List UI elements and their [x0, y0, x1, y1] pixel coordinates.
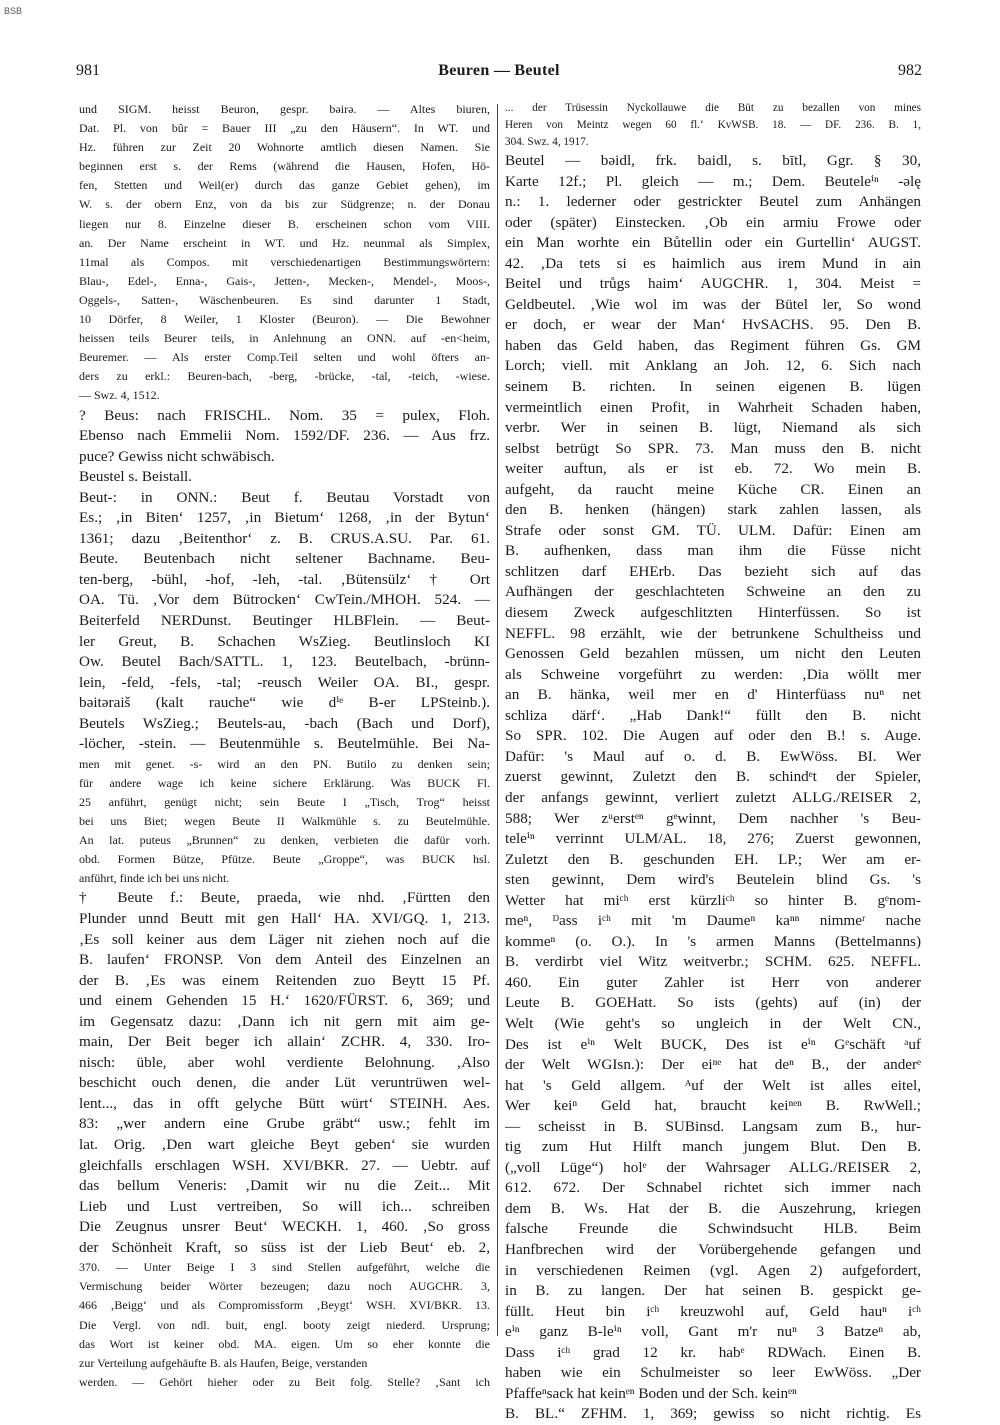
- text-line: aufgeht, da raucht meine Küche CR. Einen an: [505, 480, 921, 498]
- text-line: † Beute f.: Beute, praeda, wie nhd. ‚Fürtten den: [79, 889, 490, 907]
- text-line: meⁿ, ᴰass iᶜʰ mit 'm Daumeⁿ kaⁿⁿ nimmeʳ nache: [505, 912, 921, 930]
- text-line: Blau-, Edel-, Enna-, Gais-, Jetten-, Mecken-, Mendel-, Moos-,: [79, 273, 490, 288]
- text-line: Plunder unnd Beutt mit gen Hall‘ HA. XVI/GQ. 1, 213.: [79, 910, 490, 927]
- text-line: Karte 12f.; Pl. gleich — m.; Dem. Beuteleⁱⁿ -əlę: [505, 172, 921, 190]
- text-line: falsche Freunde die Schwindsucht HLB. Beim: [505, 1220, 921, 1238]
- text-line: 304. Swz. 4, 1917.: [505, 136, 589, 148]
- text-line: Ow. Beutel Bach/SATTL. 1, 123. Beutelbach, -brünn-: [79, 653, 490, 671]
- text-line: 11mal als Compos. mit verschiedenartigen Bestimmungswörtern:: [79, 254, 490, 269]
- text-line: liegen nur 8. Einzelne dieser B. erscheinen schon vom VIII.: [79, 216, 490, 231]
- text-line: Hz. führen zur Zeit 20 Wohnorte amtlich diesen Namen. Sie: [79, 140, 490, 155]
- text-line: obd. Formen Bütze, Pfütze. Beute „Groppe“, was BUCK hsl.: [79, 852, 490, 867]
- text-line: an B. hänka, weil mer en d' Hinterfüass nuⁿ net: [505, 686, 921, 704]
- text-line: 10 Dörfer, 8 Weiler, 1 Kloster (Beuron). — Die Bewohner: [79, 312, 490, 327]
- text-line: oder (später) Einstecken. ‚Ob ein armiu Frowe oder: [505, 213, 921, 231]
- text-line: 588; Wer zᵘerstᵉⁿ gᵉwinnt, Dem nachher 's Beu-: [505, 809, 921, 827]
- text-line: Welt (Wie geht's so ungleich in der Welt CN.,: [505, 1014, 921, 1032]
- text-line: Des ist eⁱⁿ Welt BUCK, Des ist eⁱⁿ Gᵉschäft ᵃuf: [505, 1035, 921, 1053]
- text-line: in verschiedenen Reimen (vgl. Agen 2) aufgefordert,: [505, 1261, 921, 1279]
- text-line: men mit genet. -s- wird an den PN. Butilo zu denken sein;: [79, 756, 490, 771]
- text-line: Genossen Geld bezahlen müssen, um nicht den Leuten: [505, 645, 921, 663]
- text-line: vermeintlich einen Profit, in Wahrheit Schaden haben,: [505, 398, 921, 416]
- page-number-left: 981: [76, 62, 100, 79]
- text-line: An lat. puteus „Brunnen“ zu denken, verbieten die dafür vorh.: [79, 833, 490, 848]
- text-line: 42. ‚Da tets si es haimlich aus irem Mund in ain: [505, 254, 921, 272]
- text-line: 460. Ein guter Zahler ist Herr von anderer: [505, 973, 921, 991]
- text-line: bei uns Biet; wegen Beute II Walkmühle s. zu Beutelmühle.: [79, 814, 490, 829]
- text-line: Beute. Beutenbach nicht seltener Bachname. Beu-: [79, 550, 490, 568]
- text-line: W. s. der obern Enz, von da bis zur Südgrenze; n. der Donau: [79, 197, 490, 212]
- left-column: [79, 100, 490, 1392]
- text-line: OA. Tü. ‚Vor dem Bütrocken‘ CwTein./MHOH. 524. —: [79, 591, 490, 609]
- text-line: sten gewinnt, Dem wird's Beutelein blind Gs. 's: [505, 871, 921, 889]
- text-line: Aufhängen der geschlachteten Schweine an den zu: [505, 583, 921, 601]
- text-line: B. laufen‘ FRONSP. Von dem Anteil des Einzelnen an: [79, 951, 490, 969]
- text-line: n.: 1. lederner oder gestrickter Beutel zum Anhängen: [505, 193, 921, 211]
- text-line: ein Man worhte ein Bůtellin oder ein Gurtellin‘ AUGST.: [505, 234, 921, 252]
- text-line: verbr. Wer in seinen B. lügt, Niemand als sich: [505, 419, 921, 437]
- text-line: schlitzen darf EHErb. Das bezieht sich auf das: [505, 562, 921, 580]
- text-line: Lieb und Lust vertreiben, So will ich... schreiben: [79, 1197, 490, 1215]
- text-line: ? Beus: nach FRISCHL. Nom. 35 = pulex, Floh.: [79, 406, 490, 424]
- text-line: den B. henken (hängen) stark zahlen lassen, als: [505, 501, 921, 519]
- text-line: eⁱⁿ ganz B-leⁱⁿ voll, Gant m'r nuⁿ 3 Batzeⁿ ab,: [505, 1323, 921, 1341]
- text-line: 83: „wer andern eine Grube gräbt“ usw.; fehlt im: [79, 1115, 490, 1133]
- text-line: Beitel und trůgs haim‘ AUGCHR. 1, 304. Meist =: [505, 275, 921, 293]
- text-line: Geldbeutel. ‚Wie wol im was der Bütel ler, So wond: [505, 295, 921, 313]
- text-line: ders zu erkl.: Beuren-bach, -berg, -brücke, -tal, -teich, -wiese.: [79, 369, 490, 384]
- text-line: Die Zeugnus unsrer Beut‘ WECKH. 1, 460. ‚So gross: [79, 1218, 490, 1236]
- text-line: — Swz. 4, 1512.: [79, 388, 160, 403]
- text-line: Beuremer. — Als erster Comp.Teil selten und wohl öfters an-: [79, 350, 490, 365]
- text-line: Lorch; viell. mit Anklang an Joh. 12, 6. Sich nach: [505, 357, 921, 375]
- text-line: ler Greut, B. Schachen WsZieg. Beutlinsloch KI: [79, 632, 490, 650]
- text-line: und SIGM. heisst Beuron, gespr. bəirə. — Altes biuren,: [79, 102, 490, 116]
- text-line: lent..., das in offt gelyche Bütt würt‘ STEINH. Aes.: [79, 1094, 490, 1112]
- text-line: Beutels WsZieg.; Beutels-au, -bach (Bach und Dorf),: [79, 714, 490, 732]
- text-line: gleichfalls erschlagen WSH. XVI/BKR. 27. — Uebtr. auf: [79, 1156, 490, 1174]
- text-line: das bellum Veneris: ‚Damit wir nu die Zeit... Mit: [79, 1177, 490, 1195]
- text-line: B. aufhenken, dass man ihm die Füsse nicht: [505, 542, 921, 560]
- text-line: Beutel — bəidl, frk. baidl, s. bītl, Ggr. § 30,: [505, 152, 921, 169]
- text-line: Dafür: 's Maul auf o. d. B. EwWöss. BI. Wer: [505, 747, 921, 765]
- text-line: B. BL.“ ZFHM. 1, 369; gewiss so nicht richtig. Es: [505, 1405, 921, 1423]
- text-line: fen, Stetten und Weil(er) durch das ganze Gebiet gehen), im: [79, 178, 490, 193]
- text-line: im Gegensatz dazu: ‚Dann ich nit gern mit aim ge-: [79, 1012, 490, 1030]
- text-line: füllt. Heut bin iᶜʰ kreuzwohl auf, Geld hauⁿ iᶜʰ: [505, 1302, 921, 1320]
- text-line: Hanfbrechen wird der Vorübergehende gefangen und: [505, 1240, 921, 1258]
- text-line: teleⁱⁿ verrinnt ULM/AL. 18, 276; Zuerst gewonnen,: [505, 830, 921, 848]
- text-line: Dass iᶜʰ grad 12 kr. habᵉ RDWach. Einen B.: [505, 1343, 921, 1361]
- text-line: Pfaffeⁿsack hat keinᵉⁿ Boden und der Sch. keinᵉⁿ: [505, 1384, 797, 1402]
- text-line: Oggels-, Satten-, Wäschenbeuren. Es sind darunter 1 Stadt,: [79, 292, 490, 307]
- text-line: Wer keiⁿ Geld hat, braucht keiⁿᵉⁿ B. RwWell.;: [505, 1097, 921, 1115]
- running-header: [76, 62, 922, 84]
- text-line: Die Vergl. von ndl. buit, engl. booty zeigt niederd. Ursprung;: [79, 1317, 490, 1332]
- text-line: zuerst gewinnt, Zuletzt den B. schindᵉt der Spieler,: [505, 768, 921, 786]
- text-line: der B. ‚Es was einem Reitenden zuo Beytt 15 Pf.: [79, 971, 490, 989]
- text-line: Leute B. GOEHatt. So ists (gehts) auf (in) der: [505, 994, 921, 1012]
- text-line: — scheisst in B. SUBinsd. Langsam zum B., hur-: [505, 1117, 921, 1135]
- text-line: der Welt WGIsn.): Der eiⁿᵉ hat deⁿ B., der anderᵉ: [505, 1056, 921, 1074]
- page-title: Beuren — Beutel: [438, 62, 560, 79]
- text-line: als Schweine vorgeführt zu werden: ‚Dia wöllt mer: [505, 665, 921, 683]
- text-line: Es.; ‚in Biten‘ 1257, ‚in Bietum‘ 1268, ‚in der Bytun‘: [79, 509, 490, 527]
- text-line: beschicht ouch denen, die ander Lüt veruntrüwen wel-: [79, 1074, 490, 1092]
- text-line: er doch, er wear der Man‘ HvSACHS. 95. Den B.: [505, 316, 921, 334]
- text-line: Strafe oder sonst GM. TÜ. ULM. Dafür: Einen am: [505, 521, 921, 539]
- page-number-right: 982: [898, 62, 922, 79]
- column-divider: [497, 104, 498, 1336]
- text-line: 612. 672. Der Schnabel richtet sich immer nach: [505, 1179, 921, 1197]
- text-line: haben das Geld haben, das Regiment führen Gs. GM: [505, 336, 921, 354]
- text-line: schliza därf‘. „Hab Dank!“ füllt den B. nicht: [505, 706, 921, 724]
- text-line: Ebenso nach Emmelii Nom. 1592/DF. 236. — Aus frz.: [79, 427, 490, 445]
- text-line: selbst betrügt So SPR. 73. Man muss den B. nicht: [505, 439, 921, 457]
- text-line: beginnen erst s. der Rems (während die Hausen, Hofen, Hö-: [79, 159, 490, 174]
- text-line: Dat. Pl. von bûr = Bauer III „zu den Häusern“. In WT. und: [79, 121, 490, 136]
- text-line: anführt, finde ich bei uns nicht.: [79, 871, 230, 886]
- text-line: dem B. Ws. Hat der B. die Auszehrung, kriegen: [505, 1199, 921, 1217]
- text-line: Beut-: in ONN.: Beut f. Beutau Vorstadt von: [79, 488, 490, 506]
- text-line: zur Verteilung aufgehäufte B. als Haufen, Beige, verstanden: [79, 1355, 368, 1370]
- text-line: hat 's Geld allgem. ᴬuf der Welt ist alles eitel,: [505, 1076, 921, 1094]
- text-line: B. verdirbt viel Witz weitverbr.; SCHM. 625. NEFFL.: [505, 953, 921, 971]
- library-stamp: BSB: [4, 6, 23, 16]
- text-line: Beiterfeld NERDunst. Beutinger HLBFlein. — Beut-: [79, 611, 490, 629]
- text-line: lat. Orig. ‚Den wart gleiche Beyt geben‘ sie wurden: [79, 1136, 490, 1154]
- text-line: puce? Gewiss nicht schwäbisch.: [79, 447, 275, 465]
- text-line: und einem Gehenden 15 H.‘ 1620/FÜRST. 6, 369; und: [79, 992, 490, 1010]
- text-line: nisch: üble, aber wohl verdiente Belohnung. ‚Also: [79, 1053, 490, 1071]
- text-line: 1361; dazu ‚Beitenthor‘ z. B. CRUS.A.SU. Par. 61.: [79, 529, 490, 547]
- text-line: tig zum Hut Hilft manch jungem Blut. Den B.: [505, 1138, 921, 1156]
- text-line: bəitəraiš (kalt rauche“ wie dⁱᵉ B-er LPSteinb.).: [79, 694, 490, 712]
- text-line: Beustel s. Beistall.: [79, 468, 193, 486]
- text-line: weiter auftun, als er ist eb. 72. Wo mein B.: [505, 460, 921, 478]
- text-line: in B. zu langen. Der hat seinen B. gespickt ge-: [505, 1282, 921, 1300]
- text-line: für andere wage ich keine sichere Erklärung. Was BUCK Fl.: [79, 775, 490, 790]
- text-line: werden. — Gehört hieher oder zu Beit folg. Stelle? ‚Sant ich: [79, 1374, 490, 1389]
- text-line: main, Der Beit beger ich allain‘ ZCHR. 4, 330. Iro-: [79, 1033, 490, 1051]
- text-line: ‚Es soll keiner aus dem Läger nit ziehen noch auf die: [79, 930, 490, 948]
- text-line: Vermischung beider Wörter bezeugen; dazu noch AUGCHR. 3,: [79, 1279, 490, 1294]
- text-line: haben wie ein Schulmeister so leer EwWöss. „Der: [505, 1364, 921, 1382]
- text-line: 370. — Unter Beige I 3 sind Stellen aufgeführt, welche die: [79, 1260, 490, 1275]
- text-line: ... der Trüsessin Nyckollauwe die Büt zu bezallen von mines: [505, 102, 921, 114]
- text-line: der Schönheit Kraft, so süss ist der Lieb Beut‘ eb. 2,: [79, 1238, 490, 1256]
- text-line: Zuletzt den B. geschunden EH. LP.; Wer am er-: [505, 850, 921, 868]
- text-line: kommeⁿ (o. O.). In 's armen Manns (Bettelmanns): [505, 932, 921, 950]
- text-line: diesem Zweck aufgeschlitzten Hinterfüssen. So ist: [505, 604, 921, 622]
- right-column: [505, 100, 921, 1425]
- text-line: heissen teils Beurer teils, in Anlehnung an ONN. auf -en<heim,: [79, 331, 490, 346]
- text-line: NEFFL. 98 erzählt, wie der betrunkene Schultheiss und: [505, 624, 921, 642]
- text-line: der anfangs gewinnt, verliert zuletzt ALLG./REISER 2,: [505, 788, 921, 806]
- text-line: lein, -feld, -fels, -tal; -reusch Weiler OA. BI., gespr.: [79, 673, 490, 691]
- text-line: ten-berg, -bühl, -hof, -leh, -tal. ‚Bütensülz‘ † Ort: [79, 570, 490, 588]
- text-line: 466 ‚Beigg‘ und als Compromissform ‚Beygt‘ WSH. XVI/BKR. 13.: [79, 1298, 490, 1313]
- text-line: -löcher, -stein. — Beutenmühle s. Beutelmühle. Bei Na-: [79, 735, 490, 753]
- text-line: Heren von Meintz wegen 60 fl.‘ KvWSB. 18. — DF. 236. B. 1,: [505, 119, 921, 131]
- text-line: („voll Lüge“) holᵉ der Wahrsager ALLG./REISER 2,: [505, 1158, 921, 1176]
- text-line: an. Der Name erscheint in WT. und Hz. neunmal als Simplex,: [79, 235, 490, 250]
- text-line: das Wort ist keiner obd. MA. eigen. Um so eher konnte die: [79, 1336, 490, 1351]
- text-line: seinem B. richten. In seinen eigenen B. lügen: [505, 378, 921, 396]
- text-line: Wetter hat miᶜʰ erst kürzliᶜʰ so hinter B. gᵉnom-: [505, 891, 921, 909]
- text-line: 25 anführt, genügt nicht; sein Beute I „Tisch, Trog“ heisst: [79, 794, 490, 809]
- text-line: So SPR. 102. Die Augen auf oder den B.! s. Auge.: [505, 727, 921, 745]
